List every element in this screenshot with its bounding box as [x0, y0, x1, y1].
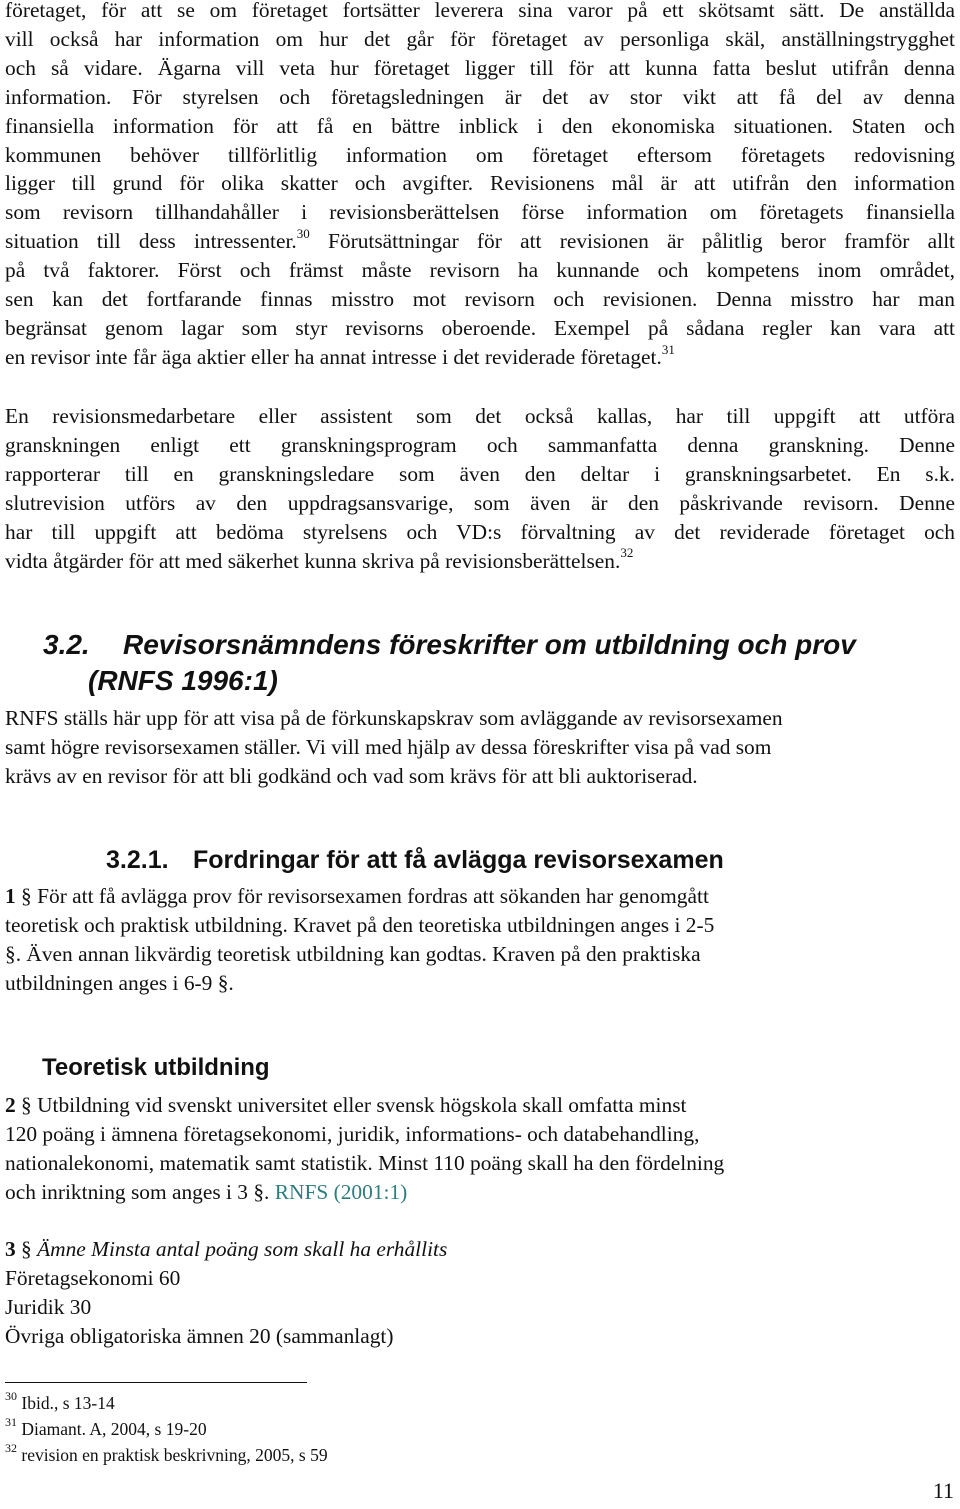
page-number: 11: [932, 1478, 954, 1503]
list-item: Övriga obligatoriska ämnen 20 (sammanlagt): [5, 1323, 394, 1348]
text-segment: För att få avlägga prov för revisorsexamen fordras att sökanden har genomgått: [31, 884, 709, 908]
paragraph-section-2: [5, 1091, 724, 1207]
footnote-ref-32[interactable]: 32: [620, 545, 634, 561]
footnote-number: 30: [5, 1389, 17, 1404]
subsection-title: Fordringar för att få avlägga revisorsexamen: [193, 846, 724, 874]
list-item: Företagsekonomi 60: [5, 1265, 181, 1290]
subsection-number: 3.2.1.: [106, 846, 169, 874]
text-segment: och inriktning som anges i 3: [5, 1179, 254, 1204]
text-line: rapporterar till en granskningsledare som även den deltar i granskningsarbetet. En s.k.: [5, 461, 955, 486]
text-line: på två faktorer. Först och främst måste revisorn ha kunnande och kompetens inom området,: [5, 258, 955, 283]
text-line: [5, 1091, 724, 1120]
section-title-line2: (RNFS 1996:1): [88, 665, 278, 696]
text-line: [5, 1178, 724, 1207]
paragraph-rnfs-intro: [5, 704, 783, 791]
text-line: 120 poäng i ämnena företagsekonomi, juridik, informations- och databehandling,: [5, 1121, 700, 1146]
text-line: samt högre revisorsexamen ställer. Vi vill med hjälp av dessa föreskrifter visa på vad som: [5, 734, 772, 759]
text-segment: en revisor inte får äga aktier eller ha annat intresse i det reviderade företaget.: [5, 344, 662, 369]
section-sign-icon: §: [21, 1093, 32, 1117]
text-segment: utbildningen anges i 6-9: [5, 970, 218, 995]
footnote-text: revision en praktisk beskrivning, 2005, s 59: [17, 1445, 328, 1465]
text-line: ligger till grund för olika skatter och avgifter. Revisionens mål är att utifrån den information: [5, 171, 955, 196]
text-line: [5, 343, 955, 372]
text-line: nationalekonomi, matematik samt statistik. Minst 110 poäng skall ha den fördelning: [5, 1150, 725, 1175]
text-line: teoretisk och praktisk utbildning. Kravet på den teoretiska utbildningen anges i 2-5: [5, 912, 715, 937]
text-line: krävs av en revisor för att bli godkänd och vad som krävs för att bli auktoriserad.: [5, 763, 698, 788]
footnote-ref-31[interactable]: 31: [661, 341, 675, 357]
footnote-number: 32: [5, 1441, 17, 1456]
footnote-divider: [5, 1382, 307, 1383]
footnote-32: [5, 1443, 328, 1467]
text-line: företaget, för att se om företaget fortsätter leverera sina varor på ett skötsamt sätt. De anställda: [5, 0, 955, 22]
text-segment: .: [264, 1179, 275, 1204]
text-line: En revisionsmedarbetare eller assistent som det också kallas, har till uppgift att utföra: [5, 404, 955, 428]
text-line: information. För styrelsen och företagsledningen är det av stor vikt att få del av denna: [5, 84, 955, 109]
section-sign-icon: §: [217, 970, 229, 995]
subheading-teoretisk: Teoretisk utbildning: [42, 1054, 270, 1081]
text-line: slutrevision utförs av den uppdragsansvarige, som även är den påskrivande revisorn. Denne: [5, 490, 955, 515]
paragraph-revision-roles: [5, 402, 955, 575]
text-line: [5, 227, 955, 256]
footnote-text: Ibid., s 13-14: [17, 1393, 115, 1413]
paragraph-section-1: [5, 882, 714, 998]
section-number: 3.2.: [43, 629, 90, 660]
rnfs-link[interactable]: RNFS (2001:1): [274, 1179, 408, 1204]
text-line: vill också har information om hur det går för företaget av personliga skäl, anställningstrygghet: [5, 26, 955, 51]
text-segment: Utbildning vid svenskt universitet eller svensk högskola skall omfatta minst: [31, 1093, 687, 1117]
paragraph-section-3: [5, 1235, 447, 1351]
text-segment: . Även annan likvärdig teoretisk utbildning kan godtas. Kraven på den praktiska: [15, 941, 701, 966]
footnote-number: 31: [5, 1415, 17, 1430]
text-line: [5, 882, 714, 911]
section-sign-icon: §: [253, 1179, 265, 1204]
text-line: [5, 547, 955, 576]
text-segment: vidta åtgärder för att med säkerhet kunna skriva på revisionsberättelsen.: [5, 548, 621, 573]
text-line: sen kan det fortfarande finnas misstro mot revisorn och revisionen. Denna misstro har man: [5, 287, 955, 312]
footnote-30: [5, 1391, 115, 1415]
list-item: Juridik 30: [5, 1294, 92, 1319]
section-sign-icon: §: [21, 884, 32, 908]
paragraph-number: 1: [5, 884, 22, 908]
text-line: begränsat genom lagar som styr revisorns oberoende. Exempel på sådana regler kan vara att: [5, 315, 955, 340]
text-line: [5, 1235, 447, 1264]
text-line: RNFS ställs här upp för att visa på de förkunskapskrav som avläggande av revisorsexamen: [5, 706, 783, 730]
text-segment: Förutsättningar för att revisionen är pålitlig beror framför allt: [309, 229, 955, 254]
section-sign-icon: §: [5, 941, 16, 966]
text-line: [5, 940, 714, 969]
table-header-text: Ämne Minsta antal poäng som skall ha erhållits: [31, 1237, 448, 1261]
footnote-31: [5, 1417, 207, 1441]
paragraph-stakeholders: [5, 0, 955, 372]
section-sign-icon: §: [21, 1237, 32, 1261]
paragraph-number: 2: [5, 1093, 22, 1117]
text-segment: .: [228, 970, 234, 995]
text-line: granskningen enligt ett granskningsprogram och sammanfatta denna granskning. Denne: [5, 432, 955, 457]
footnote-text: Diamant. A, 2004, s 19-20: [17, 1419, 207, 1439]
text-line: kommunen behöver tillförlitlig information om företaget eftersom företagets redovisning: [5, 142, 955, 167]
text-line: som revisorn tillhandahåller i revisionsberättelsen förse information om företagets finansiella: [5, 200, 955, 225]
section-title: Revisorsnämndens föreskrifter om utbildning och prov: [123, 629, 856, 660]
paragraph-number: 3: [5, 1237, 22, 1261]
text-line: och så vidare. Ägarna vill veta hur företaget ligger till för att kunna fatta beslut utifrån denna: [5, 55, 955, 80]
text-line: finansiella information för att få en bättre inblick i den ekonomiska situationen. Staten och: [5, 113, 955, 138]
text-segment: situation till dess intressenter.: [5, 229, 297, 254]
text-line: [5, 969, 714, 998]
footnote-ref-30[interactable]: 30: [296, 226, 310, 242]
text-line: har till uppgift att bedöma styrelsens och VD:s förvaltning av det reviderade företaget och: [5, 519, 955, 544]
